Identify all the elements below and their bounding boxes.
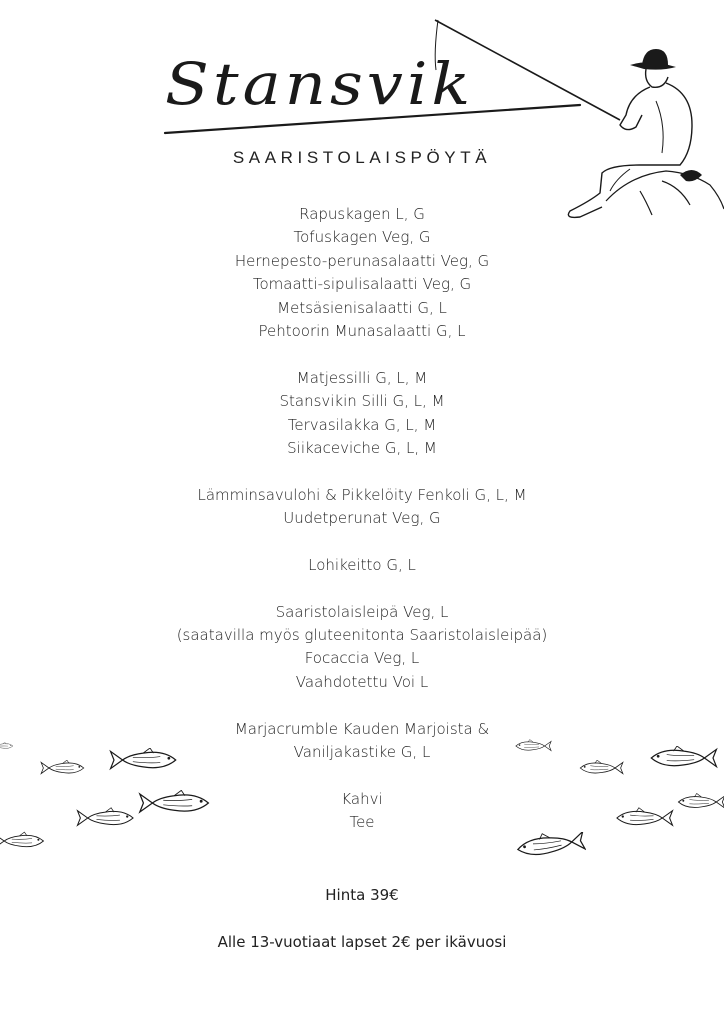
- menu-list: [0, 203, 724, 835]
- menu-item: Focaccia Veg, L: [304, 649, 420, 668]
- menu-item: Tomaatti-sipulisalaatti Veg, G: [252, 275, 472, 294]
- brand-logo: Stansvik: [165, 51, 475, 119]
- menu-item: Vaniljakastike G, L: [293, 742, 431, 761]
- fish-icon: [76, 804, 136, 832]
- fish-icon: [40, 760, 86, 776]
- menu-item: Saaristolaisleipä Veg, L: [275, 602, 449, 621]
- fish-icon: [646, 746, 720, 770]
- menu-item: (saatavilla myös gluteenitonta Saaristolaisleipää): [176, 626, 548, 645]
- fisherman-with-rod-icon: [430, 15, 724, 225]
- menu-item: Uudetperunat Veg, G: [283, 509, 441, 528]
- menu-spacer: [0, 530, 724, 553]
- menu-item: Hernepesto-perunasalaatti Veg, G: [234, 251, 490, 270]
- menu-item: Tee: [349, 813, 375, 832]
- menu-item: Marjacrumble Kauden Marjoista &: [234, 719, 490, 738]
- menu-item: Vaahdotettu Voi L: [295, 672, 429, 691]
- fish-icon: [514, 832, 586, 858]
- kids-price: Alle 13-vuotiaat lapset 2€ per ikävuosi: [217, 933, 507, 951]
- menu-item: Lohikeitto G, L: [308, 555, 416, 574]
- menu-item: Siikaceviche G, L, M: [287, 438, 437, 457]
- fish-icon: [108, 748, 180, 772]
- fish-icon: [514, 738, 552, 754]
- menu-item: Tofuskagen Veg, G: [293, 228, 431, 247]
- page-subtitle: SAARISTOLAISPÖYTÄ: [232, 148, 492, 167]
- fish-icon: [0, 738, 14, 754]
- menu-spacer: [0, 694, 724, 717]
- menu-item: Matjessilli G, L, M: [296, 368, 428, 387]
- menu-item: Rapuskagen L, G: [299, 205, 425, 223]
- fish-icon: [578, 760, 624, 776]
- menu-item: Lämminsavulohi & Pikkelöity Fenkoli G, L, M: [197, 485, 527, 504]
- fish-icon: [0, 830, 46, 852]
- menu-spacer: [0, 460, 724, 483]
- fish-icon: [676, 790, 724, 814]
- menu-spacer: [0, 343, 724, 366]
- menu-item: Tervasilakka G, L, M: [287, 415, 437, 434]
- menu-item: Pehtoorin Munasalaatti G, L: [258, 321, 466, 340]
- menu-spacer: [0, 577, 724, 600]
- menu-item: Stansvikin Silli G, L, M: [279, 392, 445, 411]
- menu-item: Metsäsienisalaatti G, L: [277, 298, 447, 317]
- price: Hinta 39€: [325, 886, 399, 904]
- menu-item: Kahvi: [341, 789, 383, 808]
- fish-icon: [138, 790, 212, 816]
- fish-icon: [614, 804, 674, 832]
